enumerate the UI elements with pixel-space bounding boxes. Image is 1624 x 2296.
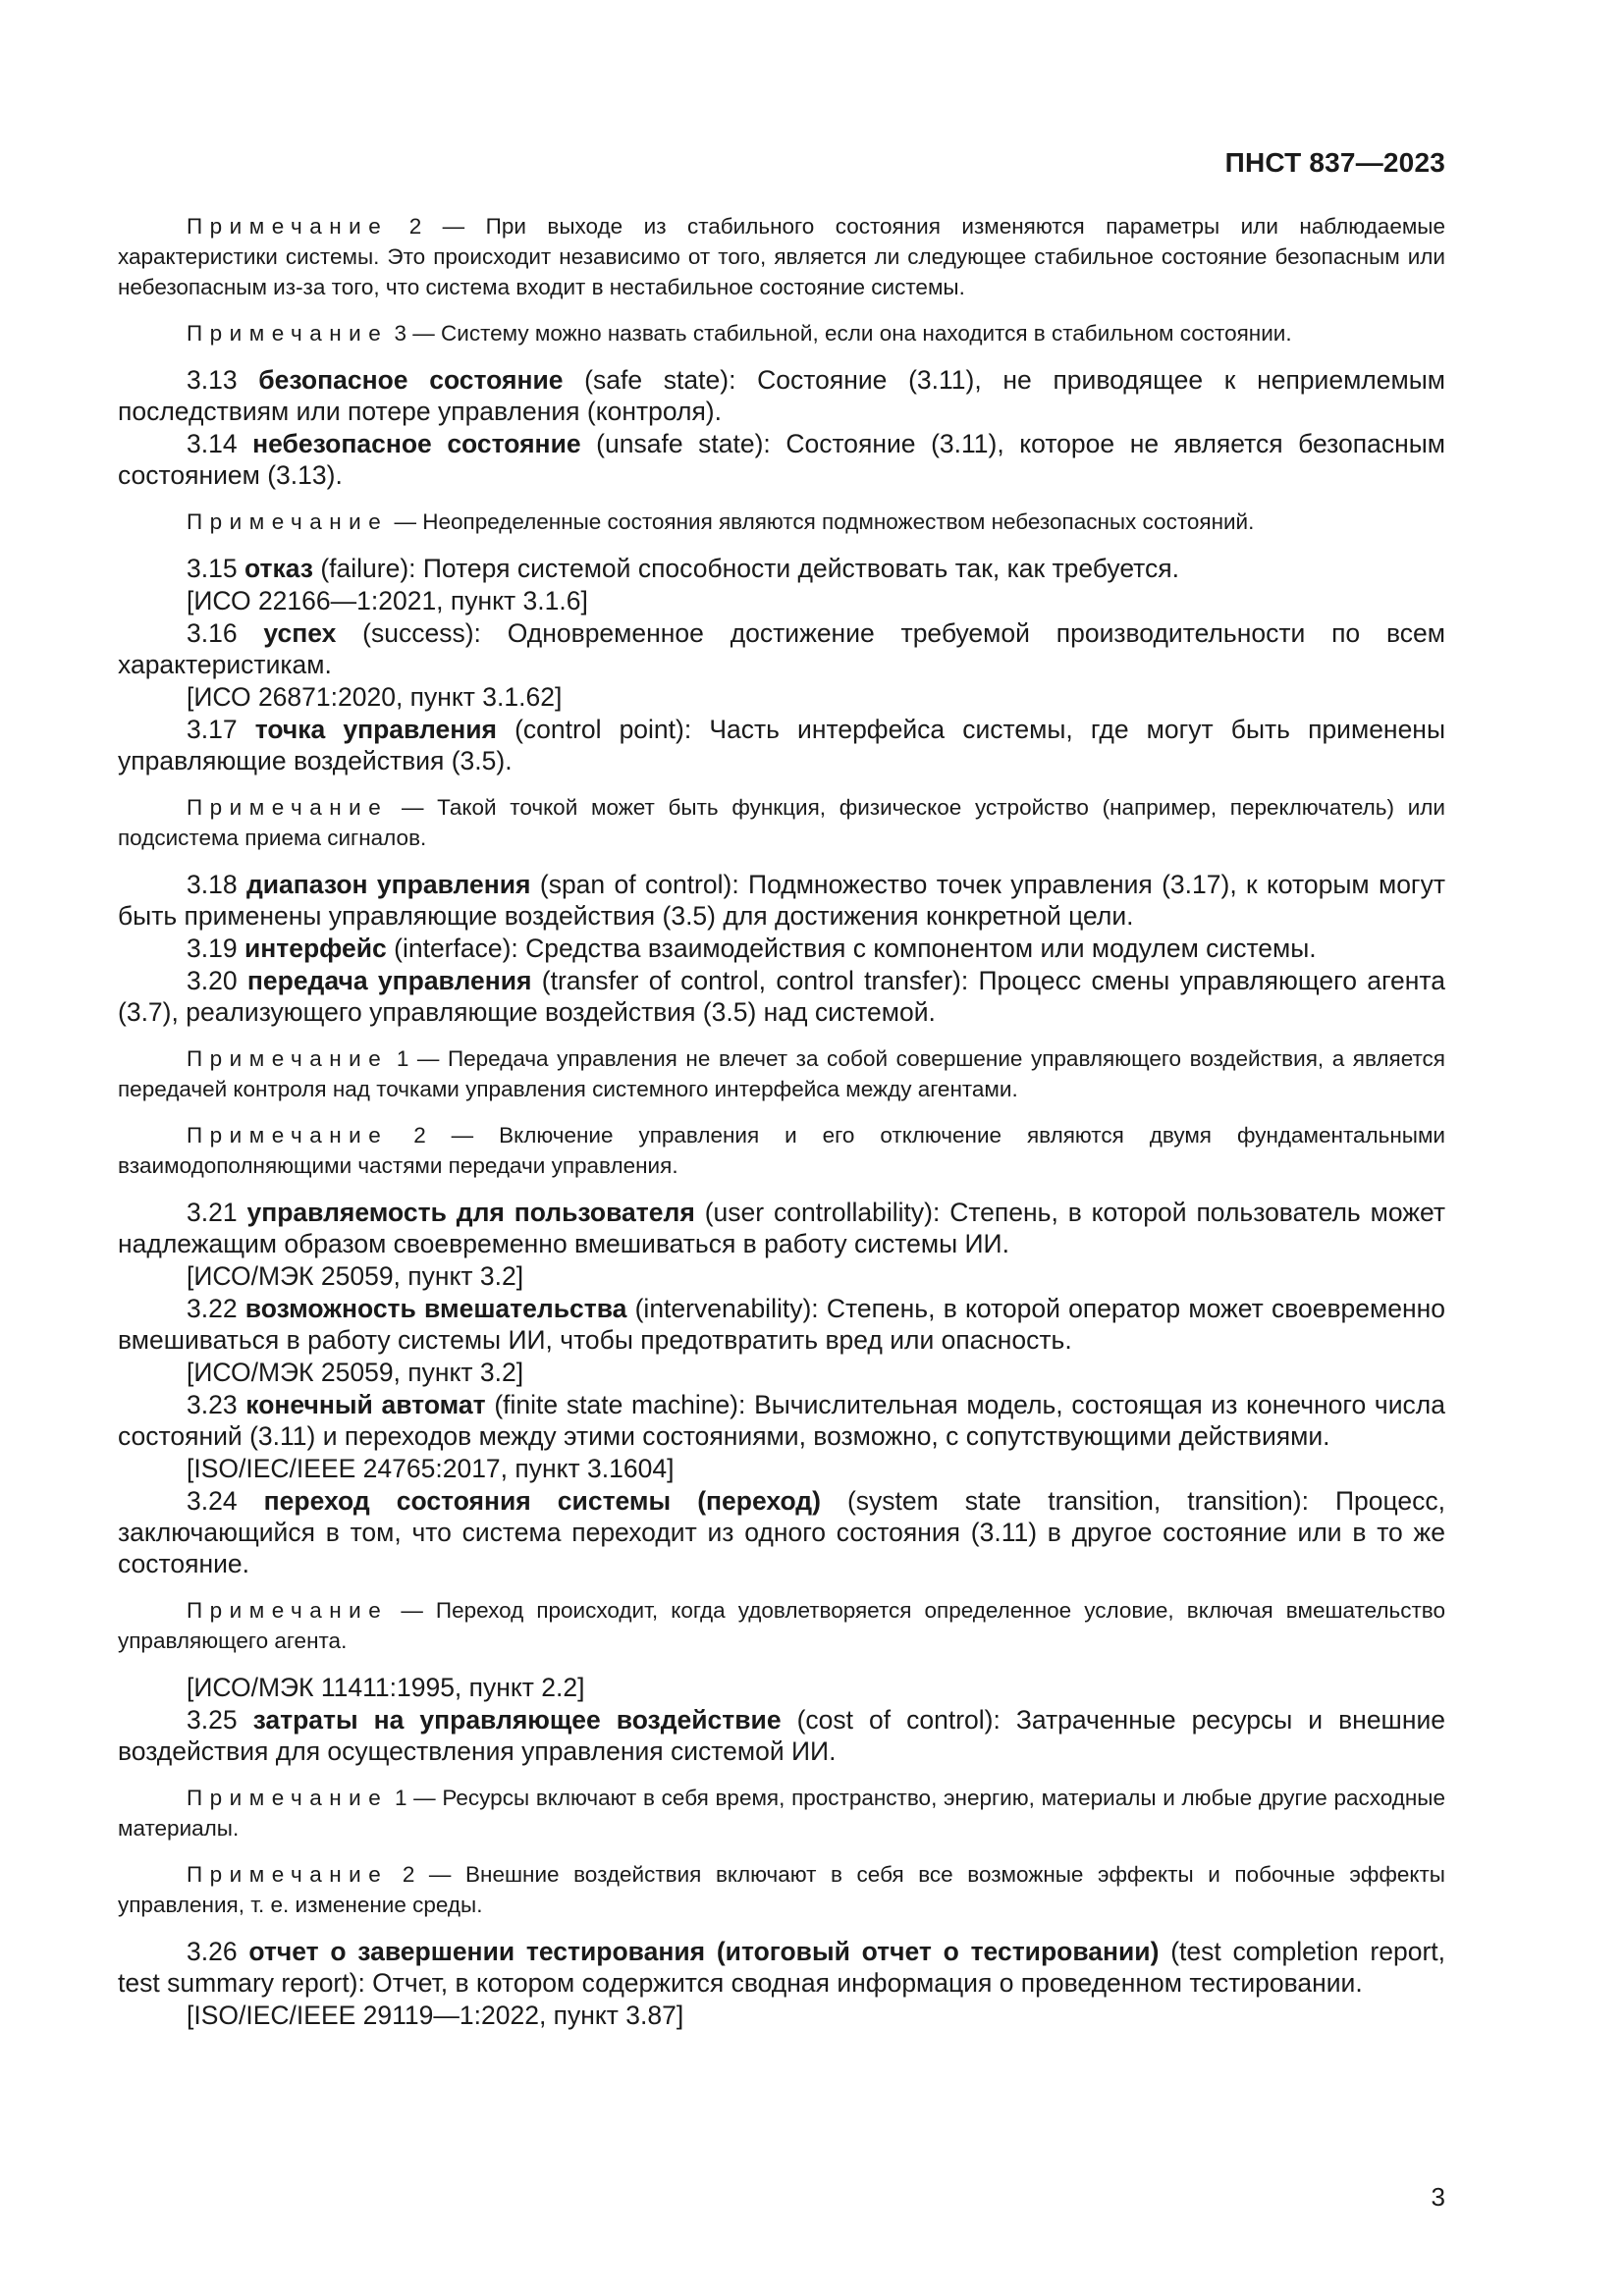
reference-text: [ИСО/МЭК 11411:1995, пункт 2.2] (187, 1673, 585, 1702)
reference-text: [ISO/IEC/IEEE 29119—1:2022, пункт 3.87] (187, 2001, 684, 2030)
definition-paragraph (118, 965, 1445, 1028)
source-reference (118, 1672, 1445, 1703)
note-number: 2 (402, 1862, 415, 1887)
note-text: — Внешние воздействия включают в себя все возможные эффекты и побочные эффекты управления, т. е. изменение среды. (118, 1862, 1445, 1917)
definition-term: точка управления (254, 715, 497, 744)
definition-term: отказ (244, 554, 313, 583)
definition-term: затраты на управляющее воздействие (252, 1705, 782, 1735)
definition-number: 3.18 (187, 870, 238, 899)
definition-term: конечный автомат (245, 1390, 486, 1419)
definition-term: интерфейс (244, 934, 387, 963)
note-label: Примечание (187, 1786, 389, 1810)
note-text: — Систему можно назвать стабильной, если она находится в стабильном состоянии. (406, 321, 1292, 346)
definition-number: 3.14 (187, 429, 238, 458)
definition-text: (user controllability): Степень, в которой пользователь может надлежащим образом своевременно вмешиваться в работу системы ИИ. (118, 1198, 1445, 1258)
definition-paragraph (118, 714, 1445, 776)
reference-text: [ISO/IEC/IEEE 24765:2017, пункт 3.1604] (187, 1454, 675, 1483)
definition-term: передача управления (246, 966, 532, 995)
note-label: Примечание (187, 509, 389, 534)
definition-text: (span of control): Подмножество точек управления (3.17), к которым могут быть применены управляющие воздействия (3.5) для достижения конкретной цели. (118, 870, 1445, 931)
definition-number: 3.25 (187, 1705, 238, 1735)
definition-term: управляемость для пользователя (246, 1198, 695, 1227)
note-paragraph (118, 507, 1445, 537)
source-reference (118, 585, 1445, 616)
definition-paragraph (118, 364, 1445, 427)
definition-paragraph (118, 933, 1445, 964)
definition-number: 3.26 (187, 1937, 238, 1966)
definition-paragraph (118, 1936, 1445, 1999)
note-paragraph (118, 792, 1445, 853)
note-paragraph (118, 1783, 1445, 1843)
definition-paragraph (118, 869, 1445, 932)
definition-term: возможность вмешательства (244, 1294, 627, 1323)
definition-text: (success): Одновременное достижение требуемой производительности по всем характеристикам. (118, 618, 1445, 679)
note-number: 2 (413, 1123, 426, 1148)
definition-text: (unsafe state): Состояние (3.11), которое не является безопасным состоянием (3.13). (118, 429, 1445, 490)
source-reference (118, 1260, 1445, 1292)
note-text: — При выходе из стабильного состояния изменяются параметры или наблюдаемые характеристики системы. Это происходит независимо от того, является ли следующее стабильное состояние безопасным или небезопасным из-за того, что система входит в нестабильное состояние системы. (118, 214, 1445, 299)
note-paragraph (118, 1859, 1445, 1920)
note-text: — Ресурсы включают в себя время, пространство, энергию, материалы и любые другие расходные материалы. (118, 1786, 1445, 1841)
note-label: Примечание (187, 321, 389, 346)
definition-number: 3.15 (187, 554, 238, 583)
definition-term: диапазон управления (245, 870, 531, 899)
note-label: Примечание (187, 214, 389, 239)
reference-text: [ИСО/МЭК 25059, пункт 3.2] (187, 1261, 524, 1291)
source-reference (118, 2000, 1445, 2031)
note-text: — Такой точкой может быть функция, физическое устройство (например, переключатель) или подсистема приема сигналов. (118, 795, 1445, 850)
definition-text: (control point): Часть интерфейса системы, где могут быть применены управляющие воздействия (3.5). (118, 715, 1445, 775)
definition-paragraph (118, 1293, 1445, 1356)
note-paragraph (118, 211, 1445, 302)
note-number: 1 (394, 1786, 407, 1810)
definition-number: 3.19 (187, 934, 238, 963)
definition-text: (finite state machine): Вычислительная модель, состоящая из конечного числа состояний (3.11) и переходов между этими состояниями, возможно, с сопутствующими действиями. (118, 1390, 1445, 1451)
note-number: 1 (396, 1046, 409, 1071)
note-text: — Включение управления и его отключение являются двумя фундаментальными взаимодополняющими частями передачи управления. (118, 1123, 1445, 1178)
note-text: — Передача управления не влечет за собой совершение управляющего воздействия, а является передачей контроля над точками управления системного интерфейса между агентами. (118, 1046, 1445, 1101)
definition-paragraph (118, 1389, 1445, 1452)
document-body (118, 211, 1445, 2031)
reference-text: [ИСО 22166—1:2021, пункт 3.1.6] (187, 586, 588, 615)
reference-text: [ИСО 26871:2020, пункт 3.1.62] (187, 682, 563, 712)
definition-text: (system state transition, transition): Процесс, заключающийся в том, что система переходит из одного состояния (3.11) в другое состояние или в то же состояние. (118, 1486, 1445, 1578)
note-paragraph (118, 1043, 1445, 1104)
note-paragraph (118, 1595, 1445, 1656)
definition-number: 3.22 (187, 1294, 238, 1323)
definition-text: (transfer of control, control transfer): Процесс смены управляющего агента (3.7), реализующего управляющие воздействия (3.5) над системой. (118, 966, 1446, 1027)
definition-paragraph (118, 1197, 1445, 1259)
source-reference (118, 681, 1445, 713)
definition-paragraph (118, 617, 1445, 680)
note-label: Примечание (187, 1123, 389, 1148)
definition-text: (test completion report, test summary report): Отчет, в котором содержится сводная информация о проведенном тестировании. (118, 1937, 1445, 1998)
definition-number: 3.17 (187, 715, 238, 744)
definition-term: отчет о завершении тестирования (итоговый отчет о тестировании) (248, 1937, 1160, 1966)
definition-number: 3.24 (187, 1486, 238, 1516)
definition-number: 3.13 (187, 365, 238, 395)
note-label: Примечание (187, 795, 389, 820)
source-reference (118, 1453, 1445, 1484)
note-text: — Переход происходит, когда удовлетворяется определенное условие, включая вмешательство управляющего агента. (118, 1598, 1445, 1653)
note-label: Примечание (187, 1862, 389, 1887)
document-code: ПНСТ 837—2023 (1224, 147, 1445, 178)
reference-text: [ИСО/МЭК 25059, пункт 3.2] (187, 1358, 524, 1387)
definition-paragraph (118, 428, 1445, 491)
definition-paragraph (118, 1704, 1445, 1767)
note-number: 3 (394, 321, 407, 346)
definition-text: (failure): Потеря системой способности действовать так, как требуется. (312, 554, 1179, 583)
definition-term: успех (263, 618, 337, 648)
definition-paragraph (118, 1485, 1445, 1579)
note-number: 2 (408, 214, 422, 239)
note-paragraph (118, 318, 1445, 348)
note-label: Примечание (187, 1598, 389, 1623)
definition-text: (interface): Средства взаимодействия с компонентом или модулем системы. (386, 934, 1317, 963)
page-number: 3 (1431, 2182, 1445, 2212)
definition-paragraph (118, 553, 1445, 584)
source-reference (118, 1357, 1445, 1388)
note-text: — Неопределенные состояния являются подмножеством небезопасных состояний. (388, 509, 1255, 534)
document-page (118, 0, 1445, 2296)
definition-text: (cost of control): Затраченные ресурсы и внешние воздействия для осуществления управления системой ИИ. (118, 1705, 1445, 1766)
definition-term: переход состояния системы (переход) (263, 1486, 821, 1516)
note-paragraph (118, 1120, 1445, 1181)
definition-number: 3.23 (187, 1390, 238, 1419)
note-label: Примечание (187, 1046, 389, 1071)
definition-number: 3.16 (187, 618, 238, 648)
definition-text: (intervenability): Степень, в которой оператор может своевременно вмешиваться в работу системы ИИ, чтобы предотвратить вред или опасность. (118, 1294, 1445, 1355)
definition-term: безопасное состояние (258, 365, 564, 395)
definition-number: 3.20 (187, 966, 238, 995)
definition-number: 3.21 (187, 1198, 238, 1227)
definition-text: (safe state): Состояние (3.11), не приводящее к неприемлемым последствиям или потере управления (контроля). (118, 365, 1445, 426)
definition-term: небезопасное состояние (252, 429, 581, 458)
